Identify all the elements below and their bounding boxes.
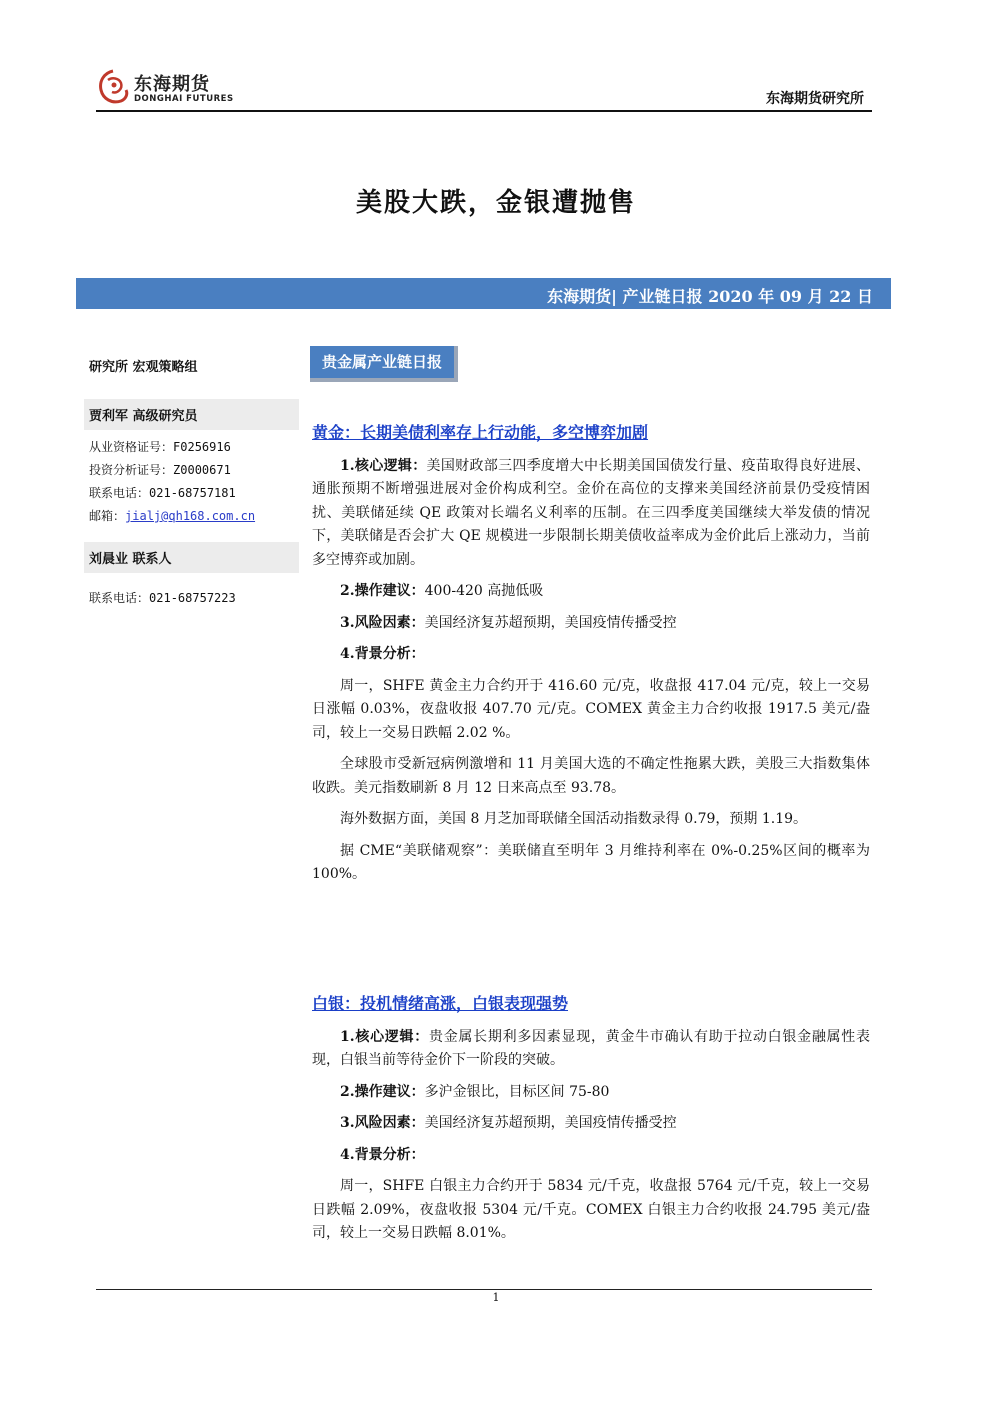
gold-heading[interactable]: 黄金：长期美债利率存上行动能，多空博弈加剧 [312,423,649,442]
section-tag: 贵金属产业链日报 [310,346,458,382]
silver-logic-text: 贵金属长期利多因素显现，黄金牛市确认有助于拉动白银金融属性表现，白银当前等待金价下一阶段的突破。 [312,1028,870,1068]
qualification-number [84,436,299,459]
company-logo [96,66,236,110]
gold-bg-paragraph-4: 据 CME“美联储观察”：美联储直至明年 3 月维持利率在 0%-0.25%区间的概率为 100%。 [312,842,870,882]
research-group: 研究所 宏观策略组 [89,360,198,375]
page-number: 1 [492,1291,500,1304]
email-link[interactable]: jialj@qh168.com.cn [125,509,256,523]
gold-risk-text: 美国经济复苏超预期，美国疫情传播受控 [424,614,677,631]
email-label: 邮箱： [89,509,126,523]
investment-value: Z0000671 [173,463,231,477]
gold-logic [312,455,870,573]
silver-risk-text: 美国经济复苏超预期，美国疫情传播受控 [424,1115,677,1131]
gold-logic-key: 1.核心逻辑： [340,457,427,474]
qualification-label: 从业资格证号： [89,440,174,454]
gold-section [312,421,870,887]
silver-section [312,992,870,1246]
analyst-phone [84,482,299,505]
gold-advice-text: 400-420 高抛低吸 [424,583,544,599]
contact-phone [84,587,299,610]
silver-bg-heading [312,1144,870,1168]
silver-advice-text: 多沪金银比，目标区间 75-80 [424,1083,610,1100]
logo-english-name: DONGHAI FUTURES [134,94,234,104]
silver-bg-key: 4.背景分析： [340,1146,425,1163]
phone-label: 联系电话： [89,486,150,500]
report-banner [76,278,891,309]
gold-bg-heading [312,643,870,667]
gold-bg-paragraph-2: 全球股市受新冠病例激增和 11 月美国大选的不确定性拖累大跌，美股三大指数集体收跌。美元指数刷新 8 月 12 日来高点至 93.78。 [312,756,870,796]
logo-chinese-name: 东海期货 [134,74,210,95]
contact-phone-label: 联系电话： [89,591,150,605]
footer-divider [96,1289,872,1290]
investment-number [84,459,299,482]
phone-value: 021-68757181 [149,486,236,500]
gold-advice-key: 2.操作建议： [340,583,425,599]
silver-logic-key: 1.核心逻辑： [340,1028,429,1045]
silver-bg-paragraph-1: 周一，SHFE 白银主力合约开于 5834 元/千克，收盘报 5764 元/千克，较上一交易日跌幅 2.09%，夜盘收报 5304 元/千克。COMEX 白银主力合约收报 24.795 美元/盎司，较上一交易日跌幅 8.01%。 [312,1178,870,1241]
contact-name: 刘晨业 联系人 [84,542,299,573]
gold-logic-text: 美国财政部三四季度增大中长期美国国债发行量、疫苗取得良好进展、通胀预期不断增强进展对金价构成利空。金价在高位的支撑来美国经济前景仍受疫情困扰、美联储延续 QE 政策对长端名义利率的压制。在三四季度美国继续大举发债的情况下，美联储是否会扩大 QE 规模进一步限制长期美债收益率成为金价此后上涨动力，当前多空博弈或加剧。 [312,457,870,568]
gold-risk-key: 3.风险因素： [340,614,425,631]
gold-advice [312,580,870,604]
silver-advice-key: 2.操作建议： [340,1083,425,1100]
gold-bg-paragraph-3: 海外数据方面，美国 8 月芝加哥联储全国活动指数录得 0.79，预期 1.19。 [340,811,808,827]
silver-logic [312,1026,870,1073]
silver-heading[interactable]: 白银：投机情绪高涨，白银表现强势 [312,994,569,1013]
institute-name: 东海期货研究所 [766,91,864,107]
contact-phone-value: 021-68757223 [149,591,236,605]
investment-label: 投资分析证号： [89,463,174,477]
silver-risk [312,1112,870,1136]
qualification-value: F0256916 [173,440,231,454]
analyst-sidebar [84,350,299,610]
analyst-email [84,505,299,528]
report-title: 美股大跌，金银遭抛售 [355,188,636,218]
silver-risk-key: 3.风险因素： [340,1115,425,1131]
banner-text: 东海期货| 产业链日报 2020 年 09 月 22 日 [547,287,873,306]
gold-bg-key: 4.背景分析： [340,646,425,662]
logo-mark-icon [96,68,130,106]
silver-advice [312,1081,870,1105]
gold-risk [312,612,870,636]
gold-bg-paragraph-1: 周一，SHFE 黄金主力合约开于 416.60 元/克，收盘报 417.04 元/克，较上一交易日涨幅 0.03%，夜盘收报 407.70 元/克。COMEX 黄金主力合约收报 1917.5 美元/盎司，较上一交易日跌幅 2.02 %。 [312,677,870,741]
analyst-name: 贾利军 高级研究员 [84,399,299,430]
header-divider [96,110,872,112]
